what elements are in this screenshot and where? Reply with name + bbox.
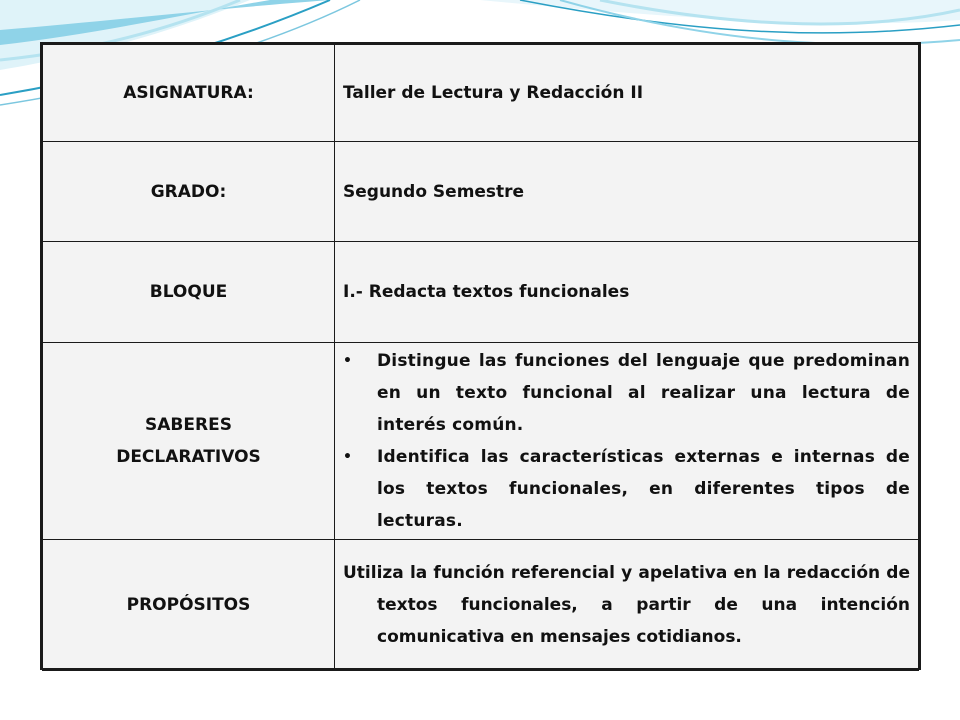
value-propositos: Utiliza la función referencial y apelativa en la redacción de textos funcionales, a partir de una intención comunicativa en mensajes cotidianos. [343,563,910,647]
label-asignatura: ASIGNATURA: [43,45,335,142]
value-bloque: I.- Redacta textos funcionales [335,242,919,343]
table-row-saberes [43,343,919,540]
info-table [40,42,921,670]
saberes-item-text: Distingue las funciones del lenguaje que predominan en un texto funcional al realizar una lectura de interés común. [377,351,910,435]
value-asignatura: Taller de Lectura y Redacción II [335,45,919,142]
list-item [343,441,910,537]
bullet-icon: • [343,353,353,369]
bullet-icon: • [343,449,353,465]
label-grado: GRADO: [43,142,335,242]
label-bloque: BLOQUE [43,242,335,343]
value-saberes [335,343,919,540]
label-propositos: PROPÓSITOS [43,540,335,671]
list-item [343,345,910,441]
value-propositos-cell [335,540,919,671]
value-grado: Segundo Semestre [335,142,919,242]
table-row-bloque [43,242,919,343]
table-row-grado [43,142,919,242]
saberes-list [343,345,910,537]
saberes-item-text: Identifica las características externas e internas de los textos funcionales, en diferentes tipos de lecturas. [377,447,910,531]
table-row-asignatura [43,45,919,142]
label-saberes: SABERES DECLARATIVOS [43,343,335,540]
table-row-propositos [43,540,919,671]
